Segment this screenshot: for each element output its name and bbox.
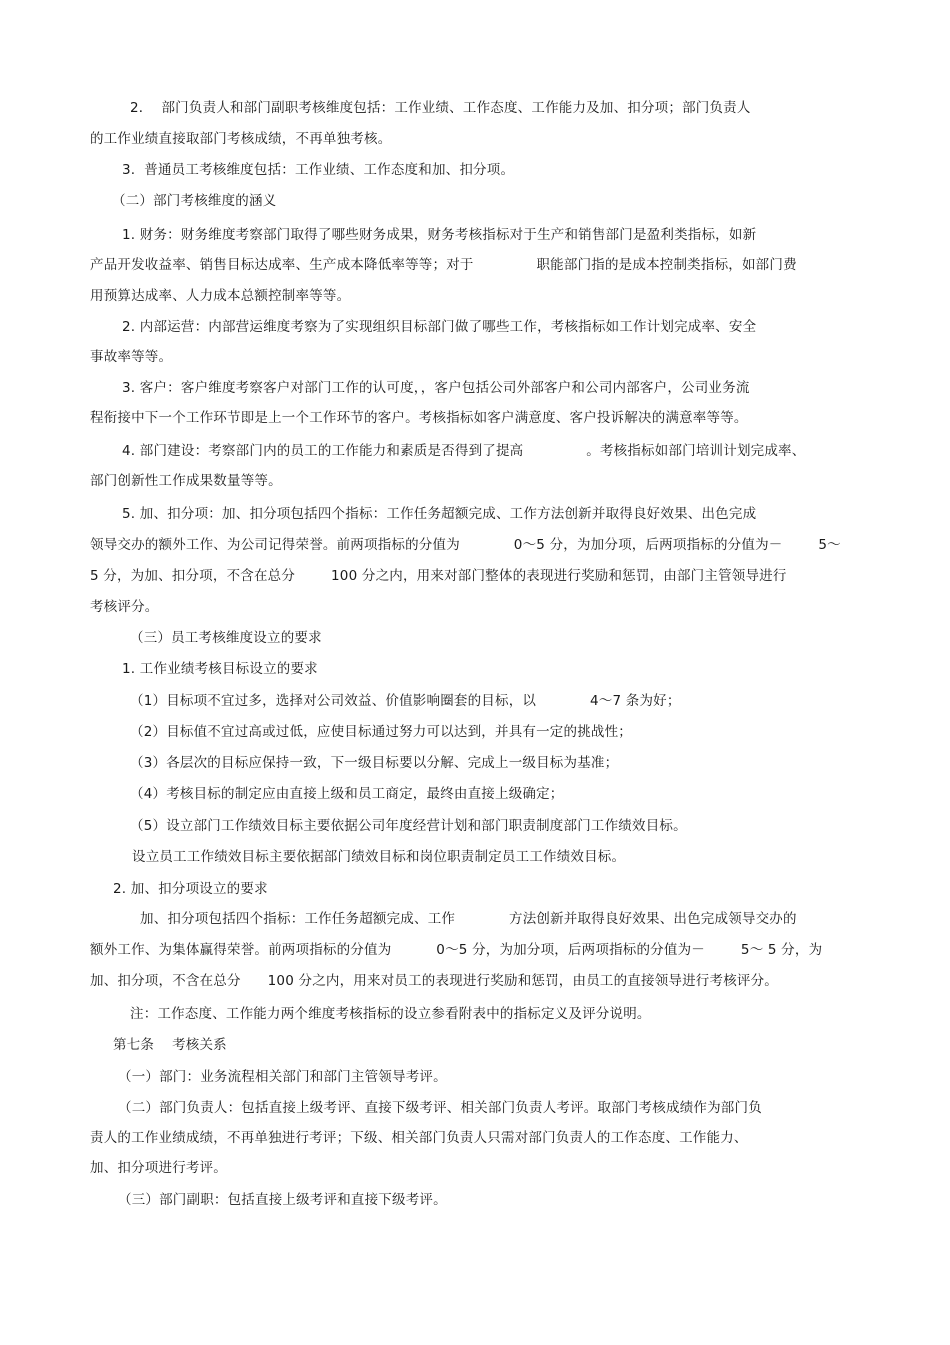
text-line: 加、扣分项，不含在总分 100 分之内，用来对员工的表现进行奖励和惩罚，由员工的直接领导进行考核评分。 [90,973,779,989]
text-line: 程衔接中下一个工作环节即是上一个工作环节的客户。考核指标如客户满意度、客户投诉解决的满意率等等。 [90,410,748,426]
text-line: 用预算达成率、人力成本总额控制率等等。 [90,288,351,304]
list-item: （2）目标值不宜过高或过低，应使目标通过努力可以达到，并具有一定的挑战性； [130,724,632,740]
text-line: 领导交办的额外工作、为公司记得荣誉。前两项指标的分值为 0～5 分，为加分项，后两项指标的分值为－ 5～ [90,537,841,553]
text-line: 额外工作、为集体赢得荣誉。前两项指标的分值为 0～5 分，为加分项，后两项指标的分值为－ 5～ 5 分，为 [90,942,823,958]
text-line: 部门创新性工作成果数量等等。 [90,473,282,489]
section-heading: （三）员工考核维度设立的要求 [130,630,322,646]
list-item: （4）考核目标的制定应由直接上级和员工商定，最终由直接上级确定； [130,786,564,802]
text-line: 产品开发收益率、销售目标达成率、生产成本降低率等等；对于 职能部门指的是成本控制类指标，如部门费 [90,257,797,273]
section-heading: （二）部门考核维度的涵义 [112,193,277,209]
text-line: 3. 普通员工考核维度包括：工作业绩、工作态度和加、扣分项。 [122,162,515,178]
text-line: 2. 内部运营：内部营运维度考察为了实现组织目标部门做了哪些工作，考核指标如工作计划完成率、安全 [122,319,757,335]
subsection-heading: 2. 加、扣分项设立的要求 [113,881,268,897]
text-line: （三）部门副职：包括直接上级考评和直接下级考评。 [118,1192,447,1208]
text-line: 考核评分。 [90,599,159,615]
list-item: （5）设立部门工作绩效目标主要依据公司年度经营计划和部门职责制度部门工作绩效目标。 [130,818,687,834]
article-heading: 第七条 考核关系 [113,1037,227,1053]
list-item: （3）各层次的目标应保持一致，下一级目标要以分解、完成上一级目标为基准； [130,755,619,771]
text-line: 4. 部门建设：考察部门内的员工的工作能力和素质是否得到了提高 。考核指标如部门培训计划完成率、 [122,443,806,459]
note-line: 注：工作态度、工作能力两个维度考核指标的设立参看附表中的指标定义及评分说明。 [130,1006,651,1022]
text-line: 5 分，为加、扣分项，不含在总分 100 分之内，用来对部门整体的表现进行奖励和惩罚，由部门主管领导进行 [90,568,787,584]
text-line: 5. 加、扣分项：加、扣分项包括四个指标：工作任务超额完成、工作方法创新并取得良好效果、出色完成 [122,506,757,522]
text-line: 加、扣分项进行考评。 [90,1160,227,1176]
text-line: 2． 部门负责人和部门副职考核维度包括：工作业绩、工作态度、工作能力及加、扣分项；部门负责人 [130,100,751,116]
text-line: （一）部门：业务流程相关部门和部门主管领导考评。 [118,1069,447,1085]
text-line: 3. 客户：客户维度考察客户对部门工作的认可度，，客户包括公司外部客户和公司内部客户，公司业务流 [122,380,750,396]
text-line: （二）部门负责人：包括直接上级考评、直接下级考评、相关部门负责人考评。取部门考核成绩作为部门负 [118,1100,762,1116]
list-item: （1）目标项不宜过多，选择对公司效益、价值影响圈套的目标，以 4～7 条为好； [130,693,681,709]
text-line: 事故率等等。 [90,349,173,365]
text-line: 1. 财务：财务维度考察部门取得了哪些财务成果，财务考核指标对于生产和销售部门是盈利类指标，如新 [122,227,757,243]
text-line: 责人的工作业绩成绩，不再单独进行考评；下级、相关部门负责人只需对部门负责人的工作态度、工作能力、 [90,1130,748,1146]
text-line: 加、扣分项包括四个指标：工作任务超额完成、工作 方法创新并取得良好效果、出色完成领导交办的 [140,911,797,927]
text-line: 设立员工工作绩效目标主要依据部门绩效目标和岗位职责制定员工工作绩效目标。 [132,849,626,865]
text-line: 的工作业绩直接取部门考核成绩，不再单独考核。 [90,131,392,147]
subsection-heading: 1. 工作业绩考核目标设立的要求 [122,661,318,677]
